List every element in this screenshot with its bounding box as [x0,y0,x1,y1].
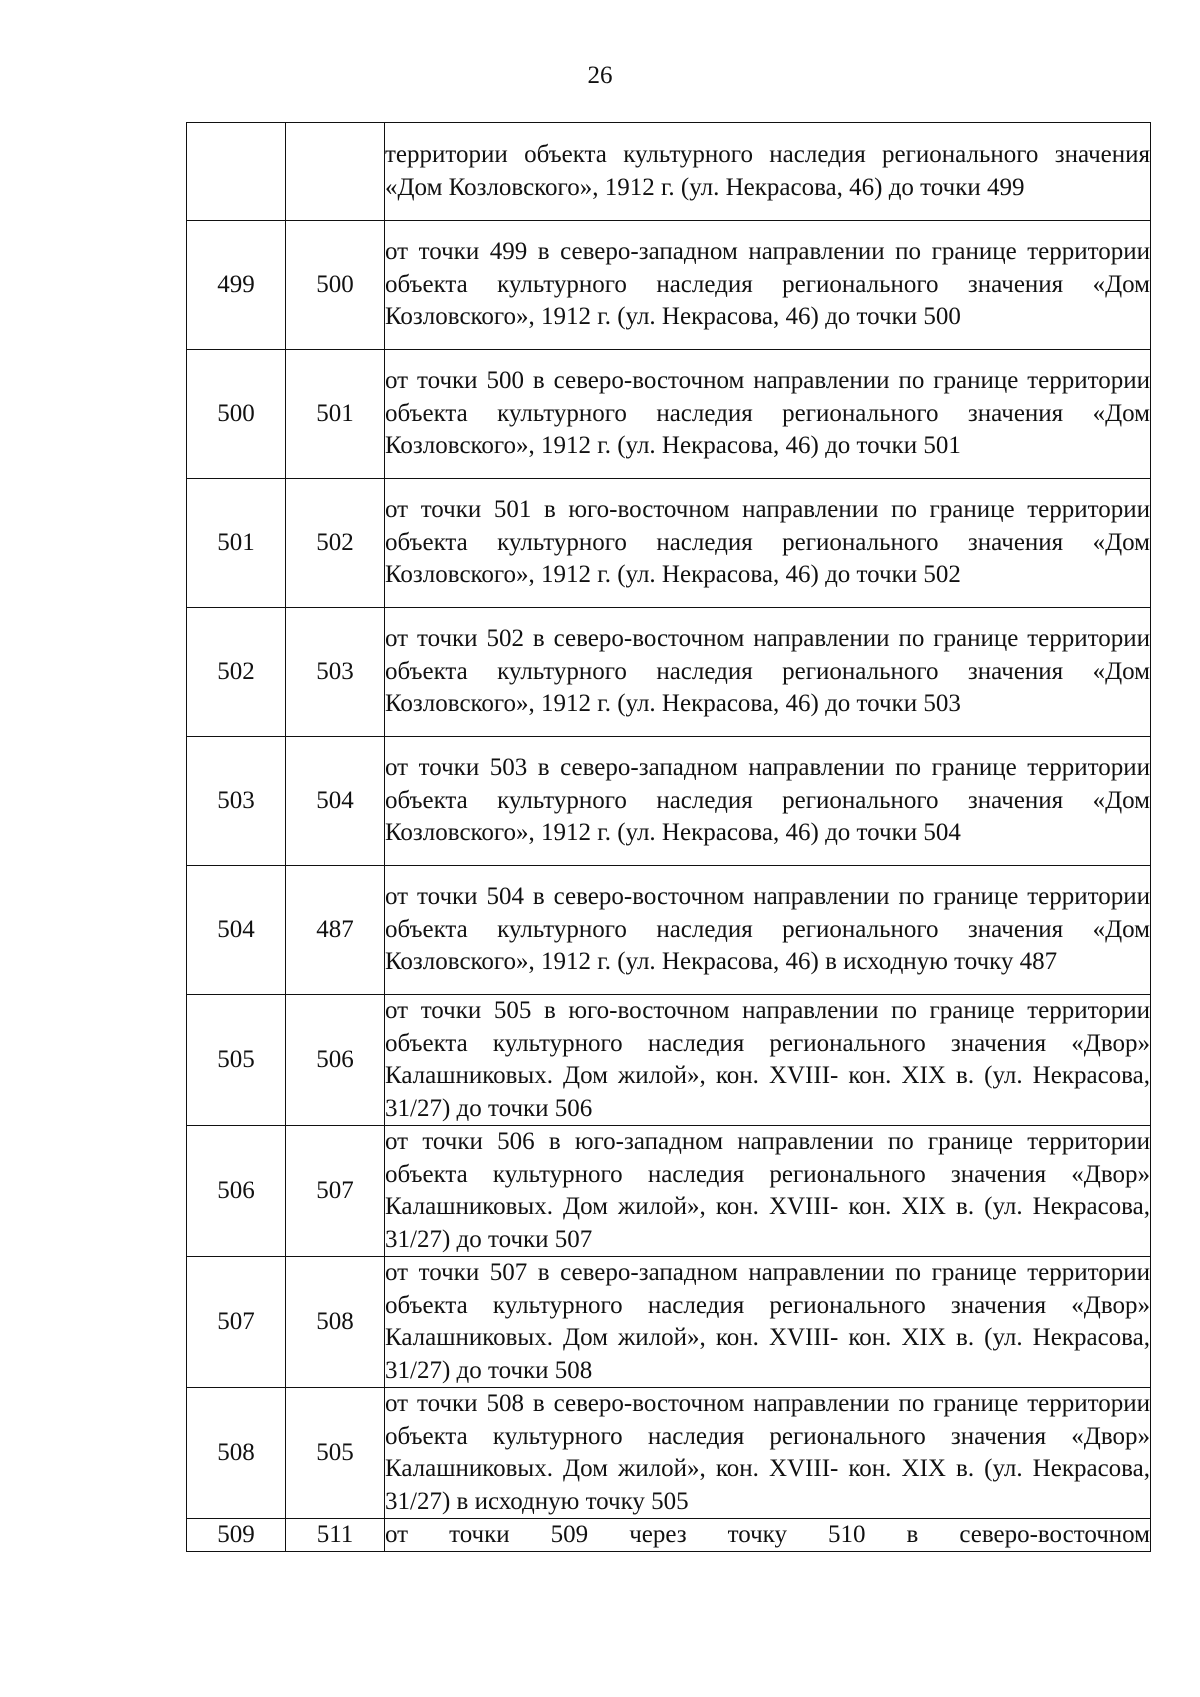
table-row [187,479,1151,608]
boundary-description-cell: от точки 499 в северо-западном направлении по границе территории объекта культурного наследия регионального значения «Дом Козловского», 1912 г. (ул. Некрасова, 46) до точки 500 [385,221,1151,350]
boundary-description-cell: от точки 504 в северо-восточном направлении по границе территории объекта культурного наследия регионального значения «Дом Козловского», 1912 г. (ул. Некрасова, 46) в исходную точку 487 [385,866,1151,995]
point-to-cell: 501 [286,350,385,479]
boundary-description-cell: от точки 503 в северо-западном направлении по границе территории объекта культурного наследия регионального значения «Дом Козловского», 1912 г. (ул. Некрасова, 46) до точки 504 [385,737,1151,866]
table-row [187,1126,1151,1257]
boundary-description-cell: от точки 502 в северо-восточном направлении по границе территории объекта культурного наследия регионального значения «Дом Козловского», 1912 г. (ул. Некрасова, 46) до точки 503 [385,608,1151,737]
point-to-cell: 503 [286,608,385,737]
point-to-cell: 506 [286,995,385,1126]
table-row [187,866,1151,995]
point-to-cell: 504 [286,737,385,866]
point-from-cell: 502 [187,608,286,737]
point-from-cell: 504 [187,866,286,995]
point-from-cell: 499 [187,221,286,350]
table-row [187,737,1151,866]
boundary-description-cell: от точки 505 в юго-восточном направлении по границе территории объекта культурного наследия регионального значения «Двор» Калашниковых. Дом жилой», кон. XVIII- кон. XIX в. (ул. Некрасова, 31/27) до точки 506 [385,995,1151,1126]
point-to-cell: 500 [286,221,385,350]
table-row [187,1519,1151,1552]
table-row [187,995,1151,1126]
point-from-cell: 509 [187,1519,286,1552]
point-from-cell: 507 [187,1257,286,1388]
boundary-description-cell: от точки 506 в юго-западном направлении по границе территории объекта культурного наследия регионального значения «Двор» Калашниковых. Дом жилой», кон. XVIII- кон. XIX в. (ул. Некрасова, 31/27) до точки 507 [385,1126,1151,1257]
point-from-cell: 506 [187,1126,286,1257]
table-row [187,350,1151,479]
point-to-cell [286,123,385,221]
table-row [187,221,1151,350]
boundary-description-cell: от точки 507 в северо-западном направлении по границе территории объекта культурного наследия регионального значения «Двор» Калашниковых. Дом жилой», кон. XVIII- кон. XIX в. (ул. Некрасова, 31/27) до точки 508 [385,1257,1151,1388]
boundary-description-cell: от точки 508 в северо-восточном направлении по границе территории объекта культурного наследия регионального значения «Двор» Калашниковых. Дом жилой», кон. XVIII- кон. XIX в. (ул. Некрасова, 31/27) в исходную точку 505 [385,1388,1151,1519]
point-from-cell: 500 [187,350,286,479]
point-from-cell: 501 [187,479,286,608]
point-to-cell: 511 [286,1519,385,1552]
point-from-cell: 503 [187,737,286,866]
point-to-cell: 502 [286,479,385,608]
point-to-cell: 508 [286,1257,385,1388]
point-from-cell [187,123,286,221]
point-from-cell: 505 [187,995,286,1126]
table-row [187,1257,1151,1388]
boundary-description-cell: территории объекта культурного наследия регионального значения «Дом Козловского», 1912 г. (ул. Некрасова, 46) до точки 499 [385,123,1151,221]
point-to-cell: 507 [286,1126,385,1257]
point-from-cell: 508 [187,1388,286,1519]
boundary-description-cell: от точки 500 в северо-восточном направлении по границе территории объекта культурного наследия регионального значения «Дом Козловского», 1912 г. (ул. Некрасова, 46) до точки 501 [385,350,1151,479]
boundary-description-cell: от точки 501 в юго-восточном направлении по границе территории объекта культурного наследия регионального значения «Дом Козловского», 1912 г. (ул. Некрасова, 46) до точки 502 [385,479,1151,608]
table-row [187,123,1151,221]
boundary-table [186,122,1151,1552]
page-number: 26 [587,62,613,89]
point-to-cell: 505 [286,1388,385,1519]
boundary-description-cell: от точки 509 через точку 510 в северо-восточном [385,1519,1151,1552]
table-row [187,608,1151,737]
table-row [187,1388,1151,1519]
point-to-cell: 487 [286,866,385,995]
